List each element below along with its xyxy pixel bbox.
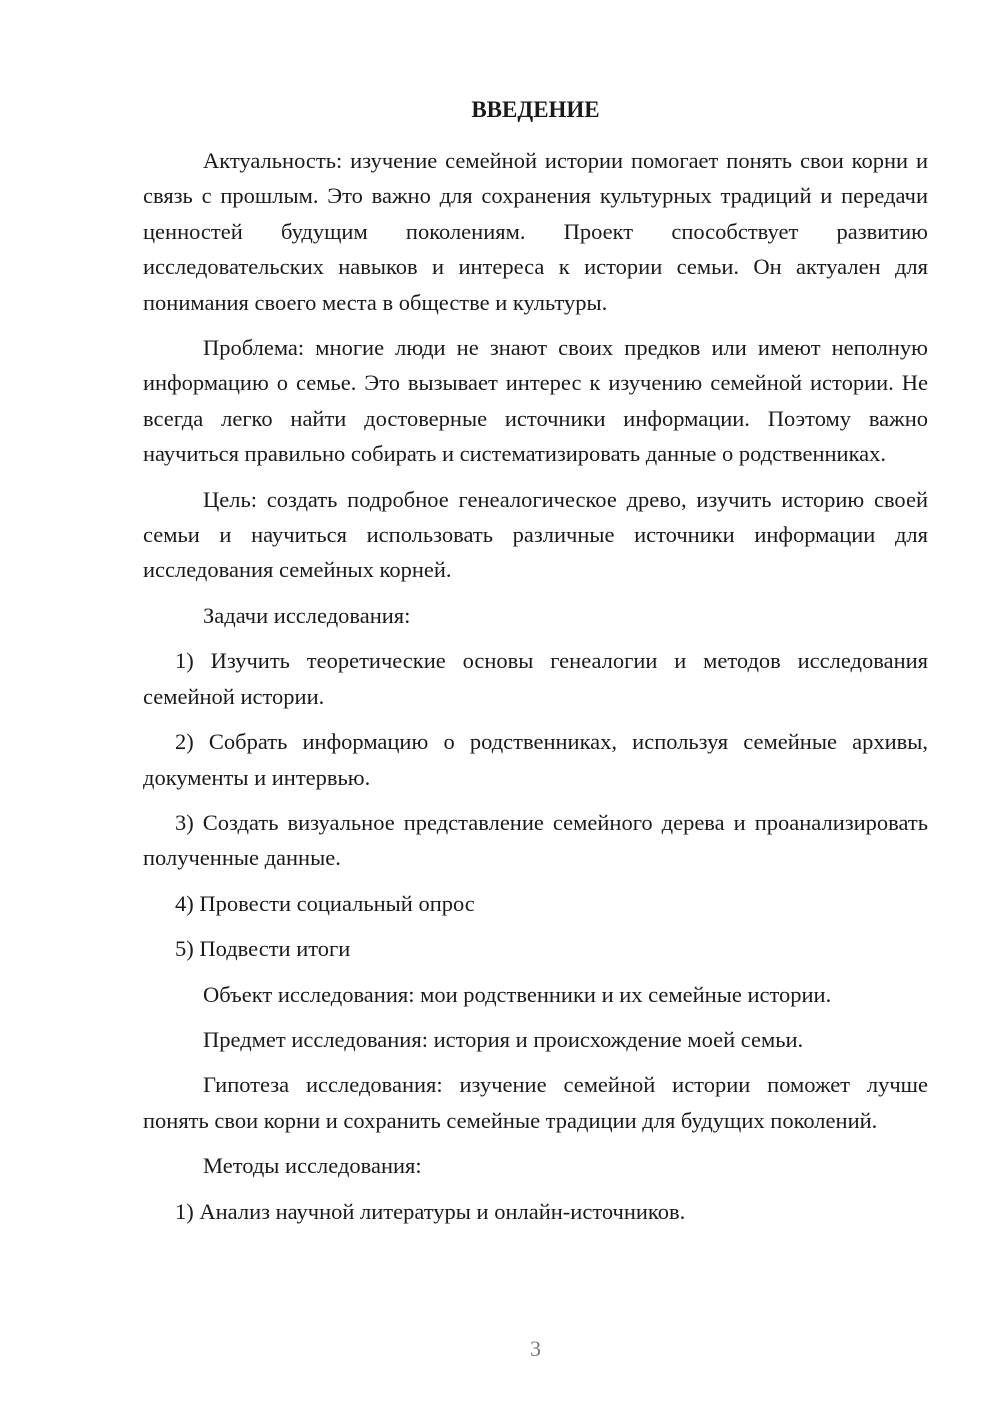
section-title: ВВЕДЕНИЕ <box>471 97 600 122</box>
task-item: 1) Изучить теоретические основы генеалогии и методов исследования семейной истории. <box>143 648 928 709</box>
paragraph-object: Объект исследования: мои родственники и их семейные истории. <box>203 981 832 1007</box>
paragraph-problem: Проблема: многие люди не знают своих предков или имеют неполную информацию о семье. Это вызывает интерес к изучению семейной истории. Не всегда легко найти достоверные источники информации. Поэтому важно научиться правильно собирать и систематизировать данные о родственниках. <box>143 335 928 467</box>
paragraph-relevance: Актуальность: изучение семейной истории помогает понять свои корни и связь с прошлым. Это важно для сохранения культурных традиций и передачи ценностей будущим поколениям. Проект способствует развитию исследовательских навыков и интереса к истории семьи. Он актуален для понимания своего места в обществе и культуры. <box>143 148 928 315</box>
document-body <box>143 143 928 1239</box>
tasks-heading: Задачи исследования: <box>203 602 411 628</box>
method-item: 1) Анализ научной литературы и онлайн-источников. <box>175 1198 686 1224</box>
task-item: 3) Создать визуальное представление семейного дерева и проанализировать полученные данные. <box>143 809 928 871</box>
task-item: 5) Подвести итоги <box>175 936 351 962</box>
paragraph-subject: Предмет исследования: история и происхождение моей семьи. <box>203 1026 804 1052</box>
paragraph-goal: Цель: создать подробное генеалогическое древо, изучить историю своей семьи и научиться использовать различные источники информации для исследования семейных корней. <box>143 486 928 583</box>
paragraph-hypothesis: Гипотеза исследования: изучение семейной истории поможет лучше понять свои корни и сохранить семейные традиции для будущих поколений. <box>143 1072 928 1133</box>
document-page <box>143 0 928 1414</box>
methods-heading: Методы исследования: <box>203 1153 422 1179</box>
task-item: 2) Собрать информацию о родственниках, используя семейные архивы, документы и интервью. <box>143 729 928 790</box>
page-number: 3 <box>530 1336 541 1361</box>
task-item: 4) Провести социальный опрос <box>175 890 475 916</box>
